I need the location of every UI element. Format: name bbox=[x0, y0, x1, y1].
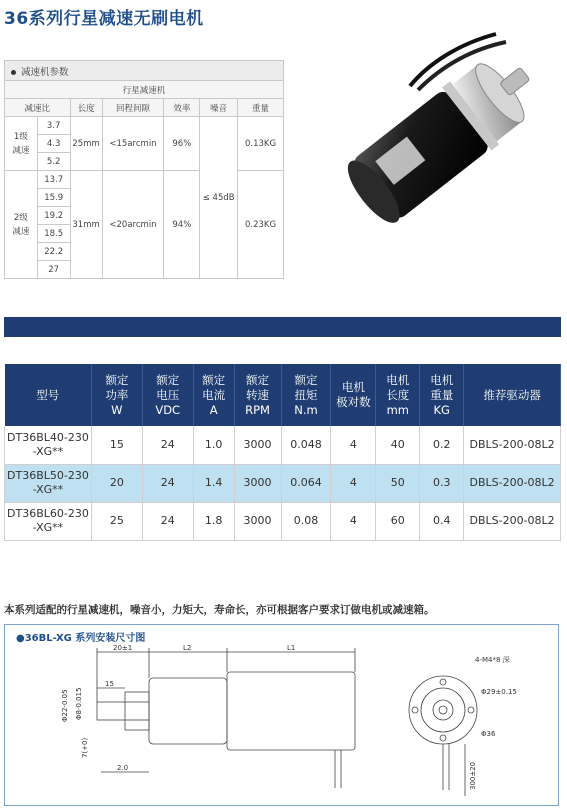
stage1-ratio: 4.3 bbox=[37, 135, 70, 153]
spec-header-5 bbox=[281, 364, 331, 426]
dim-shaft-diameter: Φ8-0.015 bbox=[75, 687, 83, 720]
spec-header-text: 额定 bbox=[202, 372, 226, 387]
spec-model-text: -XG** bbox=[32, 521, 64, 534]
header-ratio: 减速比 bbox=[5, 99, 71, 117]
spec-header-text: VDC bbox=[155, 402, 181, 417]
spec-driver: DBLS-200-08L2 bbox=[464, 426, 561, 464]
stage1-length: 25mm bbox=[70, 117, 102, 171]
spec-header-text: 扭矩 bbox=[294, 387, 318, 402]
spec-header-text: 长度 bbox=[386, 387, 410, 402]
dim-body-diameter: Φ36 bbox=[481, 730, 496, 738]
stage1-efficiency: 96% bbox=[164, 117, 200, 171]
dimension-drawing-title: ●36BL-XG 系列安装尺寸图 bbox=[16, 633, 146, 644]
spec-voltage: 24 bbox=[142, 502, 193, 540]
stage2-ratio: 18.5 bbox=[37, 225, 70, 243]
spec-speed: 3000 bbox=[234, 426, 281, 464]
gearbox-shape bbox=[149, 678, 227, 744]
spec-header-text: N.m bbox=[294, 402, 318, 417]
spec-header-text: 电机 bbox=[341, 380, 365, 394]
page-title: 36系列行星减速无刷电机 bbox=[4, 9, 204, 29]
spec-model-text: DT36BL40-230 bbox=[7, 430, 89, 444]
spec-header-text: 电流 bbox=[202, 387, 226, 402]
spec-header-text: 额定 bbox=[294, 372, 318, 387]
motor-body-shape bbox=[227, 672, 355, 750]
stage2-ratio: 27 bbox=[37, 261, 70, 279]
spec-poles: 4 bbox=[331, 502, 376, 540]
dim-gear-length: L2 bbox=[183, 644, 192, 652]
spec-header-text: 电压 bbox=[156, 387, 180, 402]
spec-header-text: 重量 bbox=[430, 387, 454, 402]
spec-header-text: 额定 bbox=[246, 372, 270, 387]
stage2-efficiency: 94% bbox=[164, 171, 200, 279]
stage2-label: 2级 减速 bbox=[5, 171, 38, 279]
spec-header-text: 极对数 bbox=[336, 395, 371, 409]
spec-header-3 bbox=[193, 364, 234, 426]
header-efficiency: 效率 bbox=[164, 99, 200, 117]
bullet-icon bbox=[11, 70, 16, 75]
stage1-weight: 0.13KG bbox=[238, 117, 284, 171]
spec-poles: 4 bbox=[331, 426, 376, 464]
dim-step-length: 15 bbox=[105, 680, 114, 688]
spec-driver: DBLS-200-08L2 bbox=[464, 464, 561, 502]
spec-power: 25 bbox=[91, 502, 142, 540]
spec-current: 1.4 bbox=[193, 464, 234, 502]
spec-model bbox=[5, 464, 92, 502]
header-backlash: 回程间隙 bbox=[102, 99, 164, 117]
spec-header-8 bbox=[420, 364, 464, 426]
spec-torque: 0.048 bbox=[281, 426, 331, 464]
dim-lead-length: 300±20 bbox=[469, 761, 477, 790]
spec-speed: 3000 bbox=[234, 502, 281, 540]
stage2-ratio: 22.2 bbox=[37, 243, 70, 261]
gear-parameter-table bbox=[4, 60, 284, 279]
noise-value: ≤ 45dB bbox=[200, 117, 238, 279]
stage1-ratio: 5.2 bbox=[37, 153, 70, 171]
spec-length: 40 bbox=[376, 426, 420, 464]
stage1-ratio: 3.7 bbox=[37, 117, 70, 135]
spec-header-4 bbox=[234, 364, 281, 426]
dim-pcd: Φ29±0.15 bbox=[481, 688, 517, 696]
motor-product-image bbox=[318, 24, 558, 272]
spec-weight: 0.3 bbox=[420, 464, 464, 502]
gear-section-title: 减速机参数 bbox=[5, 61, 284, 81]
spec-current: 1.8 bbox=[193, 502, 234, 540]
header-noise: 噪音 bbox=[200, 99, 238, 117]
stage1-backlash: <15arcmin bbox=[102, 117, 164, 171]
gear-group-header: 行星减速机 bbox=[5, 81, 284, 99]
header-length: 长度 bbox=[70, 99, 102, 117]
dim-flange-thickness: 2.0 bbox=[117, 764, 129, 772]
spec-header-2 bbox=[142, 364, 193, 426]
spec-row bbox=[5, 426, 561, 464]
dim-gear-diameter: Φ22-0.05 bbox=[61, 689, 69, 722]
spec-length: 50 bbox=[376, 464, 420, 502]
dim-motor-length: L1 bbox=[287, 644, 296, 652]
spec-header-1 bbox=[91, 364, 142, 426]
spec-torque: 0.064 bbox=[281, 464, 331, 502]
spec-header-text: A bbox=[209, 402, 218, 417]
spec-header-text: 功率 bbox=[105, 387, 129, 402]
stage2-ratio: 13.7 bbox=[37, 171, 70, 189]
spec-header-text: 额定 bbox=[105, 372, 129, 387]
header-weight: 重量 bbox=[238, 99, 284, 117]
spec-voltage: 24 bbox=[142, 426, 193, 464]
spec-header-text: 推荐驱动器 bbox=[483, 387, 541, 402]
spec-model-text: -XG** bbox=[32, 483, 64, 496]
spec-power: 15 bbox=[91, 426, 142, 464]
spec-weight: 0.4 bbox=[420, 502, 464, 540]
spec-driver: DBLS-200-08L2 bbox=[464, 502, 561, 540]
spec-header-text: 电机 bbox=[430, 372, 454, 387]
spec-header-text: W bbox=[111, 402, 123, 417]
spec-voltage: 24 bbox=[142, 464, 193, 502]
stage2-backlash: <20arcmin bbox=[102, 171, 164, 279]
spec-model bbox=[5, 426, 92, 464]
motor-spec-table bbox=[4, 364, 561, 541]
spec-header-text: 额定 bbox=[156, 372, 180, 387]
spec-weight: 0.2 bbox=[420, 426, 464, 464]
output-shaft-shape bbox=[97, 702, 149, 720]
spec-speed: 3000 bbox=[234, 464, 281, 502]
dimension-drawing bbox=[5, 640, 558, 806]
section-divider-band bbox=[4, 317, 561, 337]
spec-model-text: -XG** bbox=[32, 444, 64, 458]
spec-row bbox=[5, 464, 561, 502]
spec-row bbox=[5, 502, 561, 540]
stage2-ratio: 15.9 bbox=[37, 189, 70, 207]
stage1-label: 1级 减速 bbox=[5, 117, 38, 171]
spec-model-text: DT36BL50-230 bbox=[7, 469, 89, 482]
dim-mount-holes: 4-M4*8 深 bbox=[475, 656, 510, 664]
spec-header-9 bbox=[464, 364, 561, 426]
spec-header-text: mm bbox=[386, 402, 409, 417]
spec-header-6 bbox=[331, 364, 376, 426]
series-note: 本系列适配的行星减速机，噪音小，力矩大，寿命长，亦可根据客户要求订做电机或减速箱。 bbox=[4, 604, 435, 616]
spec-power: 20 bbox=[91, 464, 142, 502]
spec-header-row bbox=[5, 364, 561, 426]
spec-model-text: DT36BL60-230 bbox=[7, 507, 89, 520]
spec-header-0 bbox=[5, 364, 92, 426]
flange-outline-shape bbox=[409, 676, 477, 744]
spec-header-text: 型号 bbox=[36, 387, 60, 402]
spec-header-text: RPM bbox=[245, 402, 270, 417]
spec-header-text: 转速 bbox=[246, 387, 270, 402]
stage2-weight: 0.23KG bbox=[238, 171, 284, 279]
spec-torque: 0.08 bbox=[281, 502, 331, 540]
stage2-ratio: 19.2 bbox=[37, 207, 70, 225]
spec-poles: 4 bbox=[331, 464, 376, 502]
gear-parameter-table-wrap bbox=[4, 60, 284, 279]
spec-length: 60 bbox=[376, 502, 420, 540]
stage2-length: 31mm bbox=[70, 171, 102, 279]
spec-model bbox=[5, 502, 92, 540]
dim-shaft-length: 20±1 bbox=[113, 644, 133, 652]
spec-header-text: KG bbox=[433, 402, 450, 417]
dim-key: 7(+0) bbox=[81, 737, 89, 758]
spec-current: 1.0 bbox=[193, 426, 234, 464]
shaft-boss-shape bbox=[125, 692, 149, 730]
spec-header-text: 电机 bbox=[386, 372, 410, 387]
spec-header-7 bbox=[376, 364, 420, 426]
